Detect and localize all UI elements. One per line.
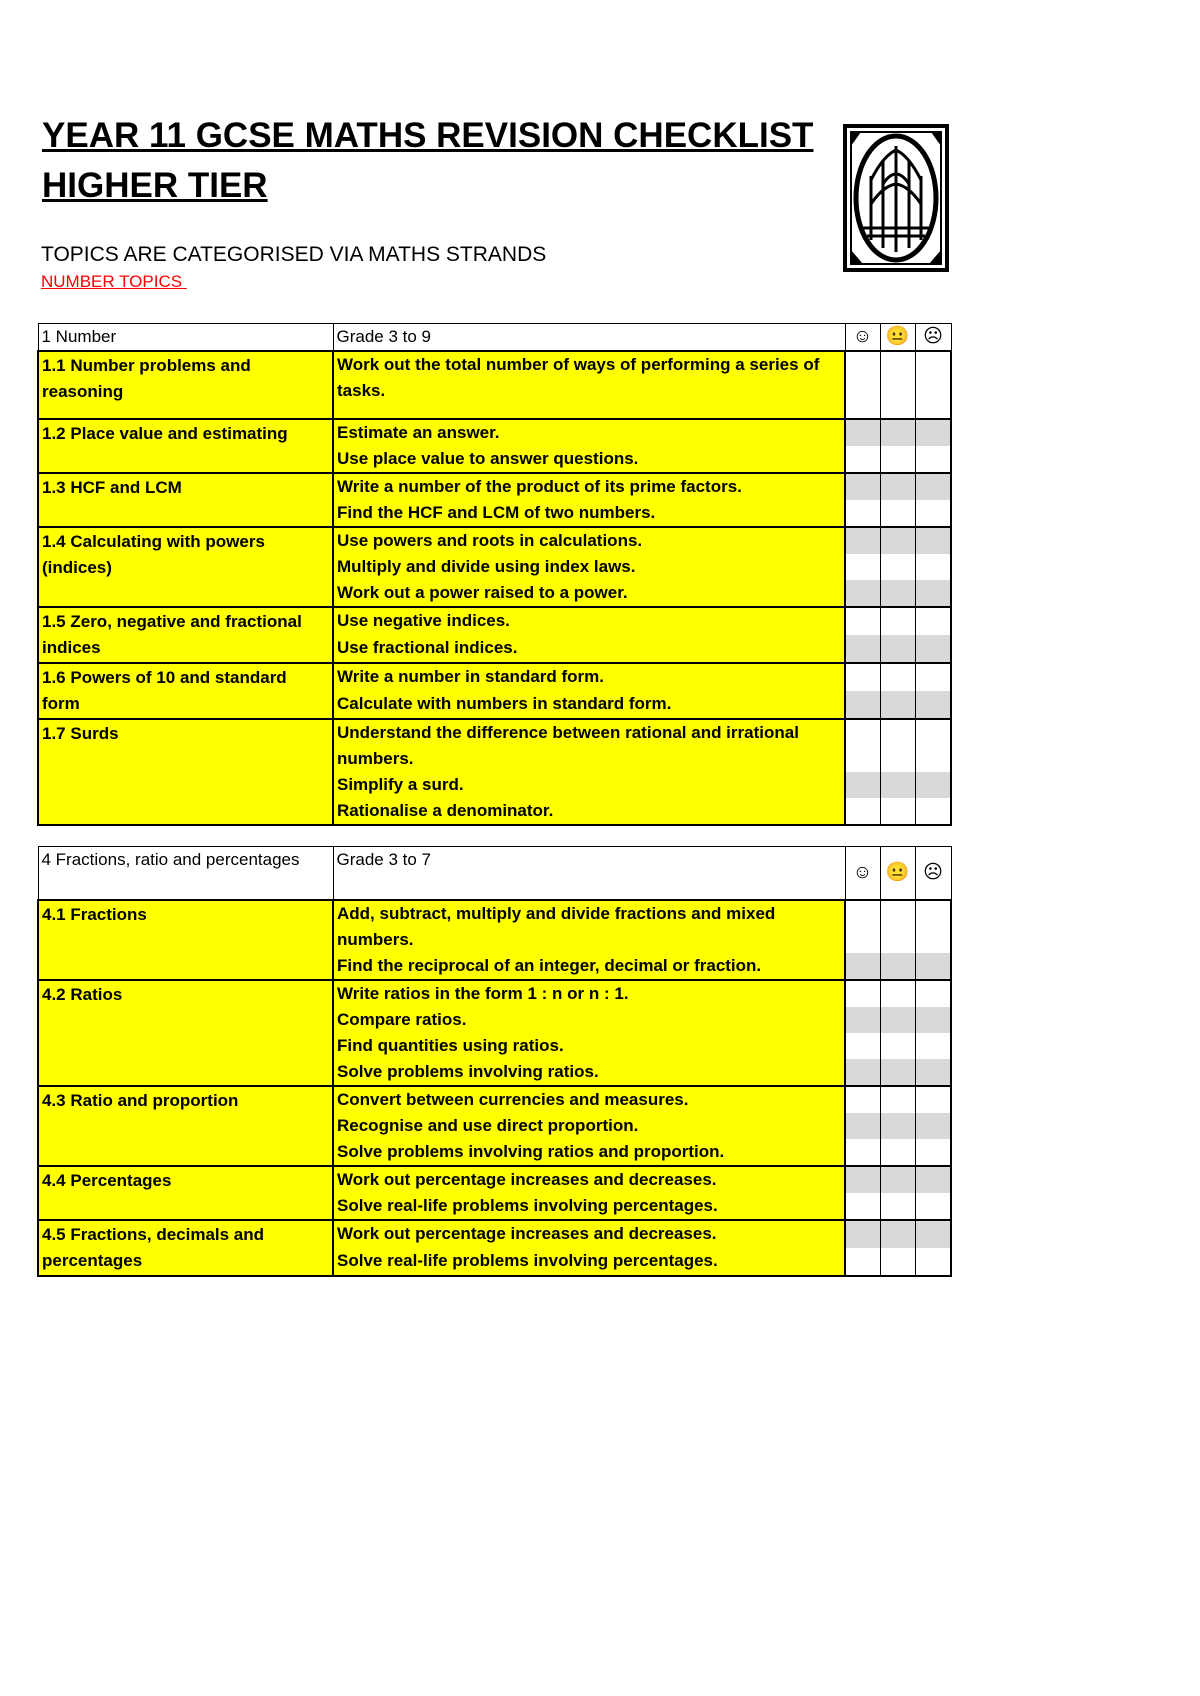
happy-face-checkbox[interactable] bbox=[845, 1007, 880, 1033]
sad-face-checkbox[interactable] bbox=[915, 1166, 951, 1193]
sad-face-checkbox[interactable] bbox=[915, 1113, 951, 1139]
neutral-face-checkbox[interactable] bbox=[880, 473, 915, 500]
page-title: YEAR 11 GCSE MATHS REVISION CHECKLIST bbox=[42, 116, 814, 155]
happy-face-checkbox[interactable] bbox=[845, 953, 880, 980]
sad-face-checkbox[interactable] bbox=[915, 1007, 951, 1033]
sad-face-checkbox[interactable] bbox=[915, 1220, 951, 1248]
happy-face-checkbox[interactable] bbox=[845, 1193, 880, 1220]
table-row bbox=[38, 607, 951, 635]
table-row bbox=[38, 473, 951, 500]
objective-text: Use powers and roots in calculations. bbox=[333, 527, 845, 554]
sad-face-icon: ☹ bbox=[915, 324, 951, 352]
objective-text: Find the reciprocal of an integer, decimal or fraction. bbox=[333, 953, 845, 980]
objective-text: Write ratios in the form 1 : n or n : 1. bbox=[333, 980, 845, 1007]
topic-name: 1.1 Number problems and reasoning bbox=[38, 351, 333, 419]
objective-text: Understand the difference between rational and irrational numbers. bbox=[333, 719, 845, 772]
objective-text: Find quantities using ratios. bbox=[333, 1033, 845, 1059]
happy-face-checkbox[interactable] bbox=[845, 351, 880, 419]
objective-text: Write a number in standard form. bbox=[333, 663, 845, 691]
neutral-face-checkbox[interactable] bbox=[880, 446, 915, 473]
table-row bbox=[38, 719, 951, 772]
fractions-checklist-table bbox=[37, 846, 952, 1277]
happy-face-checkbox[interactable] bbox=[845, 607, 880, 635]
sad-face-checkbox[interactable] bbox=[915, 446, 951, 473]
objective-text: Compare ratios. bbox=[333, 1007, 845, 1033]
happy-face-checkbox[interactable] bbox=[845, 719, 880, 772]
section-label-number-topics: NUMBER TOPICS bbox=[41, 272, 187, 291]
strand-heading: 4 Fractions, ratio and percentages bbox=[38, 847, 333, 900]
sad-face-checkbox[interactable] bbox=[915, 1033, 951, 1059]
objective-text: Rationalise a denominator. bbox=[333, 798, 845, 825]
table-row bbox=[38, 900, 951, 953]
table-row bbox=[38, 1166, 951, 1193]
objective-text: Use place value to answer questions. bbox=[333, 446, 845, 473]
objective-text: Solve problems involving ratios. bbox=[333, 1059, 845, 1086]
objective-text: Convert between currencies and measures. bbox=[333, 1086, 845, 1113]
neutral-face-checkbox[interactable] bbox=[880, 1113, 915, 1139]
topic-name: 4.2 Ratios bbox=[38, 980, 333, 1086]
neutral-face-checkbox[interactable] bbox=[880, 554, 915, 580]
neutral-face-checkbox[interactable] bbox=[880, 1059, 915, 1086]
objective-text: Write a number of the product of its prime factors. bbox=[333, 473, 845, 500]
neutral-face-icon: 😐 bbox=[880, 847, 915, 900]
happy-face-checkbox[interactable] bbox=[845, 446, 880, 473]
neutral-face-checkbox[interactable] bbox=[880, 351, 915, 419]
happy-face-checkbox[interactable] bbox=[845, 900, 880, 953]
neutral-face-checkbox[interactable] bbox=[880, 953, 915, 980]
happy-face-icon: ☺ bbox=[845, 324, 880, 352]
objective-text: Work out percentage increases and decreases. bbox=[333, 1166, 845, 1193]
objective-text: Calculate with numbers in standard form. bbox=[333, 691, 845, 719]
table-row bbox=[38, 527, 951, 554]
objective-text: Use negative indices. bbox=[333, 607, 845, 635]
objective-text: Work out percentage increases and decreases. bbox=[333, 1220, 845, 1248]
sad-face-checkbox[interactable] bbox=[915, 580, 951, 607]
neutral-face-checkbox[interactable] bbox=[880, 1220, 915, 1248]
objective-text: Work out the total number of ways of performing a series of tasks. bbox=[333, 351, 845, 419]
sad-face-checkbox[interactable] bbox=[915, 1193, 951, 1220]
sad-face-icon: ☹ bbox=[915, 847, 951, 900]
happy-face-checkbox[interactable] bbox=[845, 554, 880, 580]
happy-face-checkbox[interactable] bbox=[845, 980, 880, 1007]
happy-face-checkbox[interactable] bbox=[845, 663, 880, 691]
sad-face-checkbox[interactable] bbox=[915, 607, 951, 635]
neutral-face-checkbox[interactable] bbox=[880, 719, 915, 772]
page-subtitle-tier: HIGHER TIER bbox=[42, 166, 268, 205]
strand-heading: 1 Number bbox=[38, 324, 333, 352]
topic-name: 1.5 Zero, negative and fractional indices bbox=[38, 607, 333, 663]
happy-face-checkbox[interactable] bbox=[845, 1086, 880, 1113]
sad-face-checkbox[interactable] bbox=[915, 719, 951, 772]
sad-face-checkbox[interactable] bbox=[915, 953, 951, 980]
topic-name: 1.2 Place value and estimating bbox=[38, 419, 333, 473]
objective-text: Multiply and divide using index laws. bbox=[333, 554, 845, 580]
neutral-face-checkbox[interactable] bbox=[880, 1007, 915, 1033]
happy-face-checkbox[interactable] bbox=[845, 1139, 880, 1166]
table-row bbox=[38, 419, 951, 446]
sad-face-checkbox[interactable] bbox=[915, 772, 951, 798]
neutral-face-checkbox[interactable] bbox=[880, 527, 915, 554]
sad-face-checkbox[interactable] bbox=[915, 1086, 951, 1113]
number-checklist-table bbox=[37, 323, 952, 826]
objective-text: Solve real-life problems involving percentages. bbox=[333, 1193, 845, 1220]
objective-text: Solve problems involving ratios and proportion. bbox=[333, 1139, 845, 1166]
objective-text: Find the HCF and LCM of two numbers. bbox=[333, 500, 845, 527]
topic-name: 1.6 Powers of 10 and standard form bbox=[38, 663, 333, 719]
happy-face-checkbox[interactable] bbox=[845, 527, 880, 554]
happy-face-checkbox[interactable] bbox=[845, 691, 880, 719]
sad-face-checkbox[interactable] bbox=[915, 1248, 951, 1276]
neutral-face-checkbox[interactable] bbox=[880, 607, 915, 635]
topic-name: 1.3 HCF and LCM bbox=[38, 473, 333, 527]
objective-text: Recognise and use direct proportion. bbox=[333, 1113, 845, 1139]
sad-face-checkbox[interactable] bbox=[915, 554, 951, 580]
happy-face-checkbox[interactable] bbox=[845, 1248, 880, 1276]
neutral-face-checkbox[interactable] bbox=[880, 980, 915, 1007]
neutral-face-checkbox[interactable] bbox=[880, 419, 915, 446]
sad-face-checkbox[interactable] bbox=[915, 527, 951, 554]
happy-face-checkbox[interactable] bbox=[845, 1033, 880, 1059]
happy-face-checkbox[interactable] bbox=[845, 500, 880, 527]
topic-name: 4.4 Percentages bbox=[38, 1166, 333, 1220]
happy-face-checkbox[interactable] bbox=[845, 798, 880, 825]
sad-face-checkbox[interactable] bbox=[915, 900, 951, 953]
neutral-face-checkbox[interactable] bbox=[880, 691, 915, 719]
grade-range: Grade 3 to 7 bbox=[333, 847, 845, 900]
sad-face-checkbox[interactable] bbox=[915, 1059, 951, 1086]
happy-face-checkbox[interactable] bbox=[845, 1113, 880, 1139]
happy-face-checkbox[interactable] bbox=[845, 635, 880, 663]
happy-face-checkbox[interactable] bbox=[845, 1166, 880, 1193]
table-row bbox=[38, 1220, 951, 1248]
table-row bbox=[38, 980, 951, 1007]
topic-name: 1.4 Calculating with powers (indices) bbox=[38, 527, 333, 607]
happy-face-checkbox[interactable] bbox=[845, 580, 880, 607]
topic-name: 4.5 Fractions, decimals and percentages bbox=[38, 1220, 333, 1276]
objective-text: Add, subtract, multiply and divide fractions and mixed numbers. bbox=[333, 900, 845, 953]
objective-text: Use fractional indices. bbox=[333, 635, 845, 663]
sad-face-checkbox[interactable] bbox=[915, 691, 951, 719]
table-row bbox=[38, 663, 951, 691]
sad-face-checkbox[interactable] bbox=[915, 980, 951, 1007]
neutral-face-checkbox[interactable] bbox=[880, 500, 915, 527]
happy-face-checkbox[interactable] bbox=[845, 1220, 880, 1248]
neutral-face-checkbox[interactable] bbox=[880, 1086, 915, 1113]
table-row bbox=[38, 351, 951, 419]
neutral-face-checkbox[interactable] bbox=[880, 635, 915, 663]
sad-face-checkbox[interactable] bbox=[915, 419, 951, 446]
happy-face-checkbox[interactable] bbox=[845, 772, 880, 798]
neutral-face-checkbox[interactable] bbox=[880, 663, 915, 691]
neutral-face-checkbox[interactable] bbox=[880, 1193, 915, 1220]
topics-note: TOPICS ARE CATEGORISED VIA MATHS STRANDS bbox=[41, 243, 547, 266]
sad-face-checkbox[interactable] bbox=[915, 473, 951, 500]
neutral-face-checkbox[interactable] bbox=[880, 1139, 915, 1166]
happy-face-checkbox[interactable] bbox=[845, 419, 880, 446]
table-header-row bbox=[38, 847, 951, 900]
objective-text: Simplify a surd. bbox=[333, 772, 845, 798]
objective-text: Solve real-life problems involving percentages. bbox=[333, 1248, 845, 1276]
neutral-face-checkbox[interactable] bbox=[880, 798, 915, 825]
topic-name: 1.7 Surds bbox=[38, 719, 333, 825]
neutral-face-checkbox[interactable] bbox=[880, 1166, 915, 1193]
sad-face-checkbox[interactable] bbox=[915, 500, 951, 527]
happy-face-checkbox[interactable] bbox=[845, 473, 880, 500]
objective-text: Work out a power raised to a power. bbox=[333, 580, 845, 607]
sad-face-checkbox[interactable] bbox=[915, 635, 951, 663]
sad-face-checkbox[interactable] bbox=[915, 663, 951, 691]
topic-name: 4.1 Fractions bbox=[38, 900, 333, 980]
happy-face-icon: ☺ bbox=[845, 847, 880, 900]
neutral-face-icon: 😐 bbox=[880, 324, 915, 352]
neutral-face-checkbox[interactable] bbox=[880, 900, 915, 953]
sad-face-checkbox[interactable] bbox=[915, 1139, 951, 1166]
topic-name: 4.3 Ratio and proportion bbox=[38, 1086, 333, 1166]
table-header-row bbox=[38, 324, 951, 352]
neutral-face-checkbox[interactable] bbox=[880, 580, 915, 607]
grade-range: Grade 3 to 9 bbox=[333, 324, 845, 352]
happy-face-checkbox[interactable] bbox=[845, 1059, 880, 1086]
sad-face-checkbox[interactable] bbox=[915, 351, 951, 419]
neutral-face-checkbox[interactable] bbox=[880, 772, 915, 798]
sad-face-checkbox[interactable] bbox=[915, 798, 951, 825]
neutral-face-checkbox[interactable] bbox=[880, 1033, 915, 1059]
table-row bbox=[38, 1086, 951, 1113]
neutral-face-checkbox[interactable] bbox=[880, 1248, 915, 1276]
objective-text: Estimate an answer. bbox=[333, 419, 845, 446]
school-crest-logo bbox=[843, 124, 949, 272]
